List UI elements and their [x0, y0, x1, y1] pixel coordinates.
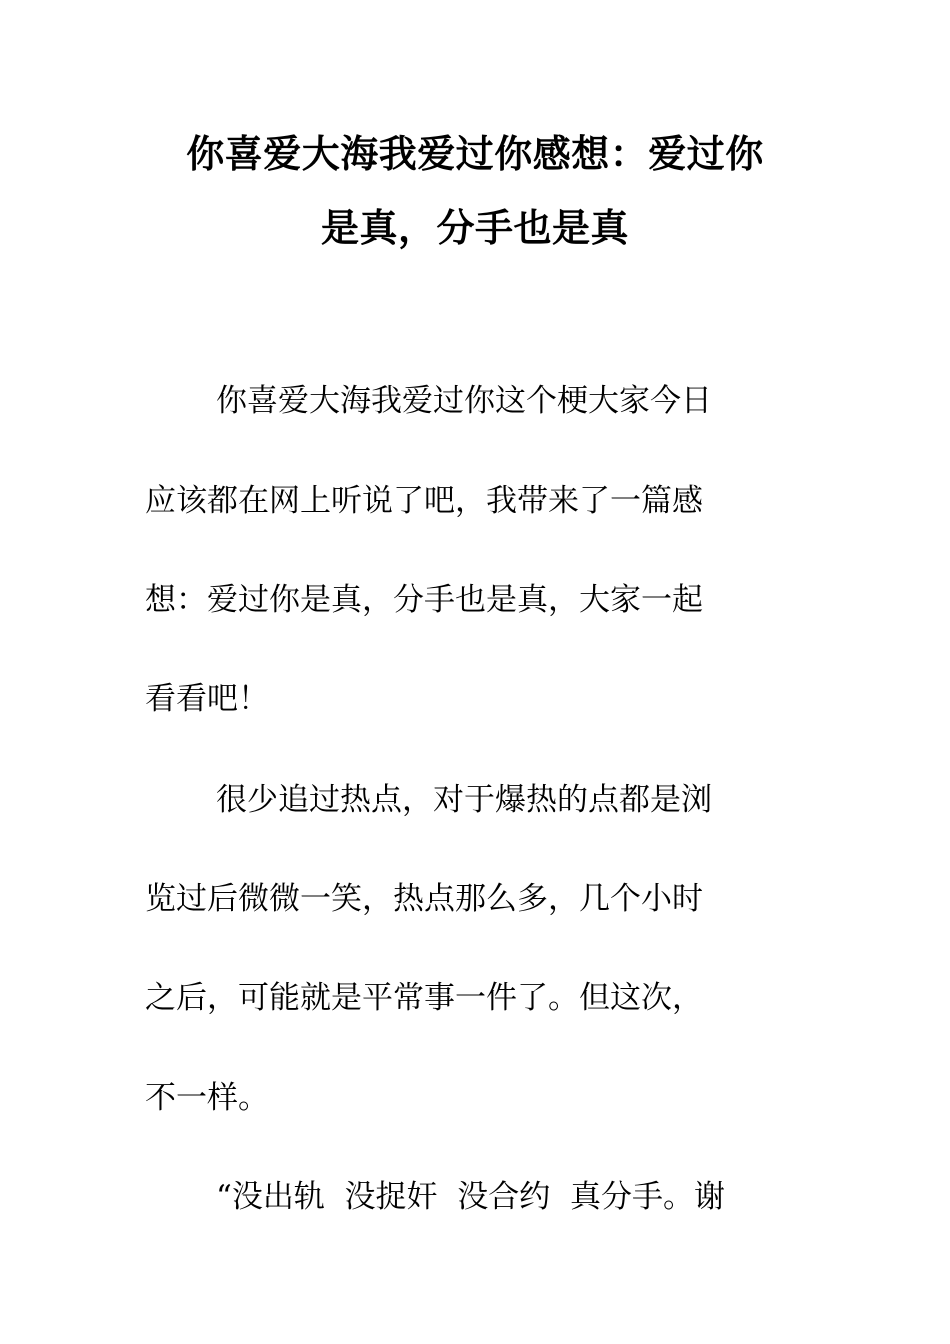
paragraph-2-line-2: 览过后微微一笑，热点那么多，几个小时 [145, 881, 703, 917]
paragraph-1-line-1: 你喜爱大海我爱过你这个梗大家今日 [216, 383, 712, 419]
paragraph-1-line-3: 想：爱过你是真，分手也是真，大家一起 [145, 582, 703, 618]
paragraph-2-line-4: 不一样。 [145, 1080, 269, 1116]
paragraph-2-line-1: 很少追过热点，对于爆热的点都是浏 [216, 782, 712, 818]
paragraph-3-line-1: “没出轨 没捉奸 没合约 真分手。谢 [216, 1179, 725, 1215]
paragraph-1-line-4: 看看吧！ [145, 681, 269, 717]
document-title-line-2: 是真，分手也是真 [320, 205, 629, 250]
paragraph-1-line-2: 应该都在网上听说了吧，我带来了一篇感 [145, 483, 703, 519]
paragraph-2-line-3: 之后，可能就是平常事一件了。但这次， [145, 980, 703, 1016]
document-title-line-1: 你喜爱大海我爱过你感想：爱过你 [186, 131, 764, 176]
